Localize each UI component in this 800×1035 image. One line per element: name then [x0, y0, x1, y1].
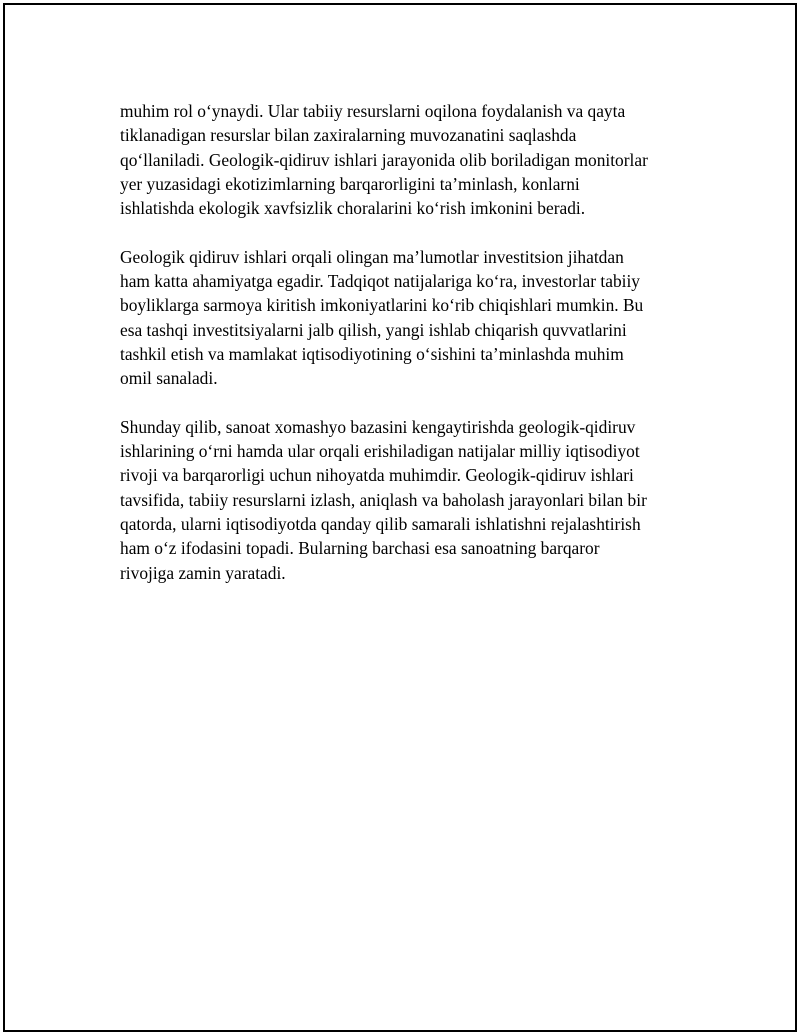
paragraph-3: Shunday qilib, sanoat xomashyo bazasini kengaytirishda geologik-qidiruv ishlarining o‘rni hamda ular orqali erishiladigan natijalar milliy iqtisodiyot rivoji va barqarorligi uchun nihoyatda muhimdir. Geologik-qidiruv ishlari tavsifida, tabiiy resurslarni izlash, aniqlash va baholash jarayonlari bilan bir qatorda, ularni iqtisodiyotda qanday qilib samarali ishlatishni rejalashtirish ham o‘z ifodasini topadi. Bularning barchasi esa sanoatning barqaror rivojiga zamin yaratadi. [120, 416, 647, 583]
paragraph-1: muhim rol o‘ynaydi. Ular tabiiy resurslarni oqilona foydalanish va qayta tiklanadigan resurslar bilan zaxiralarning muvozanatini saqlashda qo‘llaniladi. Geologik-qidiruv ishlari jarayonida olib boriladigan monitorlar yer yuzasidagi ekotizimlarning barqarorligini ta’minlash, konlarni ishlatishda ekologik xavfsizlik choralarini ko‘rish imkonini beradi. [120, 101, 648, 219]
document-page [3, 3, 797, 1032]
document-body [120, 99, 695, 609]
paragraph-2: Geologik qidiruv ishlari orqali olingan ma’lumotlar investitsion jihatdan ham katta ahamiyatga egadir. Tadqiqot natijalariga ko‘ra, investorlar tabiiy boyliklarga sarmoya kiritish imkoniyatlarini ko‘rib chiqishlari mumkin. Bu esa tashqi investitsiyalarni jalb qilish, yangi ishlab chiqarish quvvatlarini tashkil etish va mamlakat iqtisodiyotining o‘sishini ta’minlashda muhim omil sanaladi. [120, 246, 644, 389]
